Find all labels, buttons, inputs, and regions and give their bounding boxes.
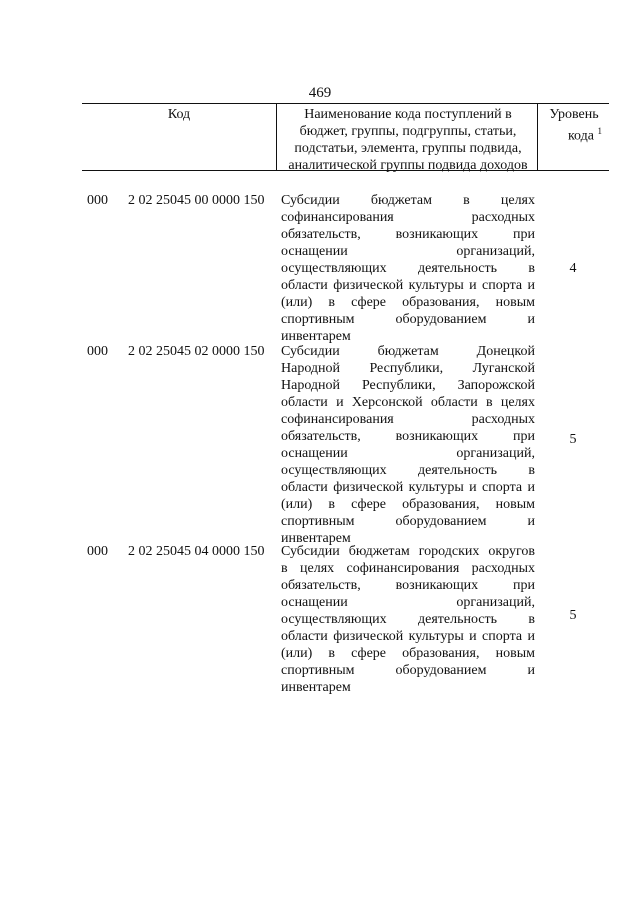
row-name-word: и (469, 278, 477, 293)
row-name-line (281, 243, 535, 260)
row-name-line (281, 377, 535, 394)
row-name-word: культуры (408, 278, 464, 293)
row-name-line (281, 543, 535, 560)
row-name-line (281, 277, 535, 294)
row-name-word: области (281, 480, 328, 495)
row-name-word: новым (495, 295, 535, 310)
row-name-word: Республики, (361, 378, 436, 393)
row-name-word: деятельность (417, 261, 498, 276)
row-name-line: инвентарем (281, 531, 351, 546)
row-name-word: обязательств, (281, 578, 361, 593)
row-name-word: и (527, 514, 535, 529)
row-name-word: Луганской (472, 361, 535, 376)
row-name-line (281, 462, 535, 479)
row-name-word: физической (333, 480, 404, 495)
row-name-word: софинансирования (346, 561, 460, 576)
row-name-word: в (485, 395, 493, 410)
row-name-word: Республики, (369, 361, 444, 376)
row-name-word: оснащении (281, 595, 348, 610)
row-name-word: культуры (408, 629, 464, 644)
header-name-line: подстатьи, элемента, группы подвида, (294, 141, 522, 156)
row-name-word: спорта (482, 278, 523, 293)
row-name-word: бюджетам (377, 344, 439, 359)
row-name (281, 543, 535, 696)
row-name-line (281, 513, 535, 530)
row-name-word: в (463, 193, 470, 208)
row-name-word: спортивным (281, 312, 355, 327)
row-name-word: и (469, 629, 477, 644)
row-name-word: организаций, (456, 244, 535, 259)
row-name-word: и (527, 312, 535, 327)
row-name-word: возникающих (395, 578, 479, 593)
row-name-line (281, 662, 535, 679)
row-name-word: возникающих (395, 429, 479, 444)
row-name-line (281, 628, 535, 645)
row-name-word: области (430, 395, 478, 410)
row-level: 5 (569, 608, 577, 623)
row-name-line (281, 645, 535, 662)
row-name-line (281, 343, 535, 360)
row-name-word: и (336, 395, 344, 410)
row-name-line (281, 360, 535, 377)
row-name-word: спортивным (281, 663, 355, 678)
row-name-word: обязательств, (281, 429, 361, 444)
row-name-word: расходных (471, 412, 535, 427)
header-level-word: кода (567, 128, 594, 144)
row-name-line (281, 445, 535, 462)
row-name-line (281, 294, 535, 311)
header-name (280, 106, 536, 174)
row-name-word: обязательств, (281, 227, 361, 242)
row-name-line (281, 209, 535, 226)
row-name-word: софинансирования (281, 210, 394, 225)
row-name-word: культуры (408, 480, 464, 495)
row-code: 2 02 25045 04 0000 150 (128, 544, 265, 559)
row-name-word: расходных (471, 210, 535, 225)
row-name-word: бюджетам (370, 193, 432, 208)
row-name-word: Запорожской (457, 378, 535, 393)
row-name-word: Субсидии (281, 344, 340, 359)
row-name-word: бюджетам (348, 544, 410, 559)
row-name-line (281, 560, 535, 577)
row-name-word: спортивным (281, 514, 355, 529)
row-name-line (281, 496, 535, 513)
row-name-line (281, 260, 535, 277)
row-name-word: Донецкой (476, 344, 535, 359)
row-name-word: деятельность (417, 612, 498, 627)
row-name-word: физической (333, 278, 404, 293)
row-name-word: области (281, 278, 328, 293)
row-name-word: в (328, 497, 336, 512)
row-name-word: оборудованием (395, 312, 487, 327)
table-header (82, 103, 609, 171)
row-name-word: новым (495, 497, 535, 512)
header-level (540, 106, 608, 145)
row-name-word: Субсидии (281, 193, 340, 208)
row-name-word: целях (300, 561, 335, 576)
row-prefix: 000 (87, 344, 108, 359)
header-level-footnote: 1 (597, 126, 602, 136)
row-name-line (281, 428, 535, 445)
row-name-word: (или) (281, 295, 313, 310)
row-level: 4 (569, 261, 577, 276)
row-code: 2 02 25045 02 0000 150 (128, 344, 265, 359)
row-name-word: и (527, 480, 535, 495)
row-name-word: и (527, 629, 535, 644)
row-name-word: при (513, 429, 535, 444)
header-name-line: Наименование кода поступлений в (304, 107, 512, 122)
row-level: 5 (569, 432, 577, 447)
row-name-word: осуществляющих (281, 261, 387, 276)
row-name-word: спорта (482, 480, 523, 495)
row-name-word: в (328, 295, 336, 310)
row-name-line (281, 226, 535, 243)
header-level-line1: Уровень (549, 107, 599, 122)
row-name-word: и (469, 480, 477, 495)
row-code: 2 02 25045 00 0000 150 (128, 193, 265, 208)
row-name-word: деятельность (417, 463, 498, 478)
row-name-line (281, 594, 535, 611)
row-name-word: городских (418, 544, 480, 559)
row-name (281, 343, 535, 547)
row-name-word: округов (488, 544, 535, 559)
row-name-word: организаций, (456, 446, 535, 461)
row-name-line (281, 394, 535, 411)
row-name-word: при (513, 227, 535, 242)
row-name-word: Херсонской (351, 395, 423, 410)
row-name-word: сфере (351, 295, 387, 310)
row-name-word: сфере (351, 646, 387, 661)
row-name-line (281, 479, 535, 496)
row-name-line (281, 411, 535, 428)
row-name-word: Субсидии (281, 544, 340, 559)
header-code: Код (167, 107, 191, 122)
row-name-word: софинансирования (281, 412, 394, 427)
row-name-word: области (281, 395, 328, 410)
row-name-word: оснащении (281, 244, 348, 259)
row-prefix: 000 (87, 544, 108, 559)
row-name-word: в (281, 561, 288, 576)
row-name-line: инвентарем (281, 329, 351, 344)
row-name-line (281, 311, 535, 328)
row-name-word: образования, (402, 295, 480, 310)
row-name-word: оборудованием (395, 663, 487, 678)
row-name-word: расходных (471, 561, 535, 576)
header-name-line: бюджет, группы, подгруппы, статьи, (299, 124, 517, 139)
row-name-line (281, 192, 535, 209)
header-level-line2 (540, 123, 608, 145)
row-name-word: целях (500, 193, 535, 208)
page-number: 469 (308, 85, 332, 101)
row-name-word: оборудованием (395, 514, 487, 529)
row-name-word: осуществляющих (281, 612, 387, 627)
row-name-word: организаций, (456, 595, 535, 610)
row-name-word: и (527, 663, 535, 678)
row-name-word: при (513, 578, 535, 593)
header-divider (537, 104, 538, 170)
row-name-word: в (528, 612, 535, 627)
row-name-word: Народной (281, 378, 341, 393)
row-name-word: образования, (402, 646, 480, 661)
row-name (281, 192, 535, 345)
row-name-word: области (281, 629, 328, 644)
row-name-word: Народной (281, 361, 341, 376)
row-name-word: новым (495, 646, 535, 661)
row-prefix: 000 (87, 193, 108, 208)
row-name-word: физической (333, 629, 404, 644)
row-name-word: образования, (402, 497, 480, 512)
row-name-word: (или) (281, 646, 313, 661)
row-name-line (281, 577, 535, 594)
row-name-word: возникающих (395, 227, 479, 242)
row-name-word: целях (500, 395, 535, 410)
row-name-line: инвентарем (281, 680, 351, 695)
row-name-line (281, 611, 535, 628)
row-name-word: (или) (281, 497, 313, 512)
row-name-word: оснащении (281, 446, 348, 461)
row-name-word: и (527, 278, 535, 293)
row-name-word: сфере (351, 497, 387, 512)
header-divider (276, 104, 277, 170)
row-name-word: осуществляющих (281, 463, 387, 478)
row-name-word: в (528, 463, 535, 478)
row-name-word: в (528, 261, 535, 276)
row-name-word: спорта (482, 629, 523, 644)
row-name-word: в (328, 646, 336, 661)
header-name-line: аналитической группы подвида доходов (288, 158, 528, 173)
